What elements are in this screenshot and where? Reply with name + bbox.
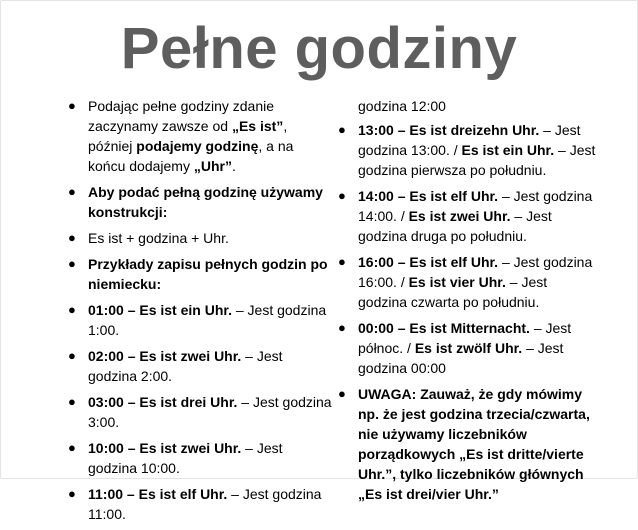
list-item [336, 384, 598, 504]
text: – Jest godzina druga po południu. [358, 208, 552, 244]
bullet-icon: ● [68, 394, 76, 409]
list-item [66, 182, 334, 222]
text-bold: Przykłady zapisu pełnych godzin po niemiecku: [88, 256, 328, 292]
text: – Jest godzina 3:00. [88, 394, 332, 430]
text: – Jest godzina 13:00. / [358, 122, 581, 158]
list-item [336, 252, 598, 312]
text-bold: 03:00 – Es ist drei Uhr. [88, 394, 238, 410]
text: – Jest godzina 10:00. [88, 440, 283, 476]
text-bold: „Uhr” [193, 158, 232, 174]
bullet-icon: ● [338, 254, 346, 269]
text-bold: 02:00 – Es ist zwei Uhr. [88, 348, 242, 364]
text-bold: Aby podać pełną godzinę używamy konstrukcji: [88, 184, 323, 220]
text-bold: 00:00 – Es ist Mitternacht. [358, 320, 530, 336]
bullet-icon: ● [68, 256, 76, 271]
bullet-icon: ● [68, 440, 76, 455]
list-item [66, 228, 334, 248]
bullet-icon: ● [68, 230, 76, 245]
text-bold: Es ist ein Uhr. [461, 142, 555, 158]
text-bold: podajemy godzinę [136, 138, 259, 154]
list-item-continuation [336, 96, 598, 116]
list-item [336, 186, 598, 246]
bullet-icon: ● [68, 98, 76, 113]
bullet-icon: ● [68, 486, 76, 501]
text-bold: „Es ist” [231, 118, 284, 134]
text-bold: Es ist zwei Uhr. [408, 208, 511, 224]
text: – Jest północ. / [358, 320, 572, 356]
bullet-icon: ● [338, 188, 346, 203]
left-column [66, 96, 334, 530]
text: – Jest godzina czwarta po południu. [358, 274, 548, 310]
bullet-icon: ● [338, 386, 346, 401]
text-bold: Es ist zwölf Uhr. [414, 340, 523, 356]
text: – Jest godzina pierwsza po południu. [358, 142, 596, 178]
list-item [66, 96, 334, 176]
bullet-icon: ● [68, 348, 76, 363]
text: , później [88, 118, 288, 154]
text: Es ist + godzina + Uhr. [88, 230, 229, 246]
list-item [66, 392, 334, 432]
text-bold: UWAGA: Zauważ, że gdy mówimy np. że jest godzina trzecia/czwarta, nie używamy liczebników porządkowych „Es ist dritte/vierte Uhr.”, tylko liczebników głównych „Es ist drei/vier Uhr.” [358, 386, 590, 502]
text: , a na końcu dodajemy [88, 138, 294, 174]
text-bold: 16:00 – Es ist elf Uhr. [358, 254, 499, 270]
text-bold: Es ist vier Uhr. [408, 274, 506, 290]
list-item [66, 254, 334, 294]
bullet-icon: ● [68, 302, 76, 317]
bullet-icon: ● [338, 320, 346, 335]
bullet-icon: ● [68, 184, 76, 199]
list-item [66, 300, 334, 340]
text-bold: 11:00 – Es ist elf Uhr. [88, 486, 228, 502]
text: . [231, 158, 236, 174]
text-bold: 01:00 – Es ist ein Uhr. [88, 302, 232, 318]
list-item [336, 318, 598, 378]
list-item [66, 484, 334, 524]
text: – Jest godzina 14:00. / [358, 188, 593, 224]
text: – Jest godzina 00:00 [358, 340, 564, 376]
text: godzina 12:00 [358, 98, 446, 114]
text: Podając pełne godziny zdanie zaczynamy zawsze od [88, 98, 275, 134]
text: – Jest godzina 16:00. / [358, 254, 593, 290]
text: – Jest godzina 2:00. [88, 348, 283, 384]
list-item [66, 346, 334, 386]
text: – Jest godzina 11:00. [88, 486, 322, 522]
text-bold: 14:00 – Es ist elf Uhr. [358, 188, 499, 204]
text: – Jest godzina 1:00. [88, 302, 327, 338]
bullet-icon: ● [338, 122, 346, 137]
right-column [336, 96, 598, 510]
list-item [66, 438, 334, 478]
slide-title: Pełne godziny [120, 16, 518, 81]
text-bold: 13:00 – Es ist dreizehn Uhr. [358, 122, 540, 138]
text-bold: 10:00 – Es ist zwei Uhr. [88, 440, 242, 456]
list-item [336, 120, 598, 180]
